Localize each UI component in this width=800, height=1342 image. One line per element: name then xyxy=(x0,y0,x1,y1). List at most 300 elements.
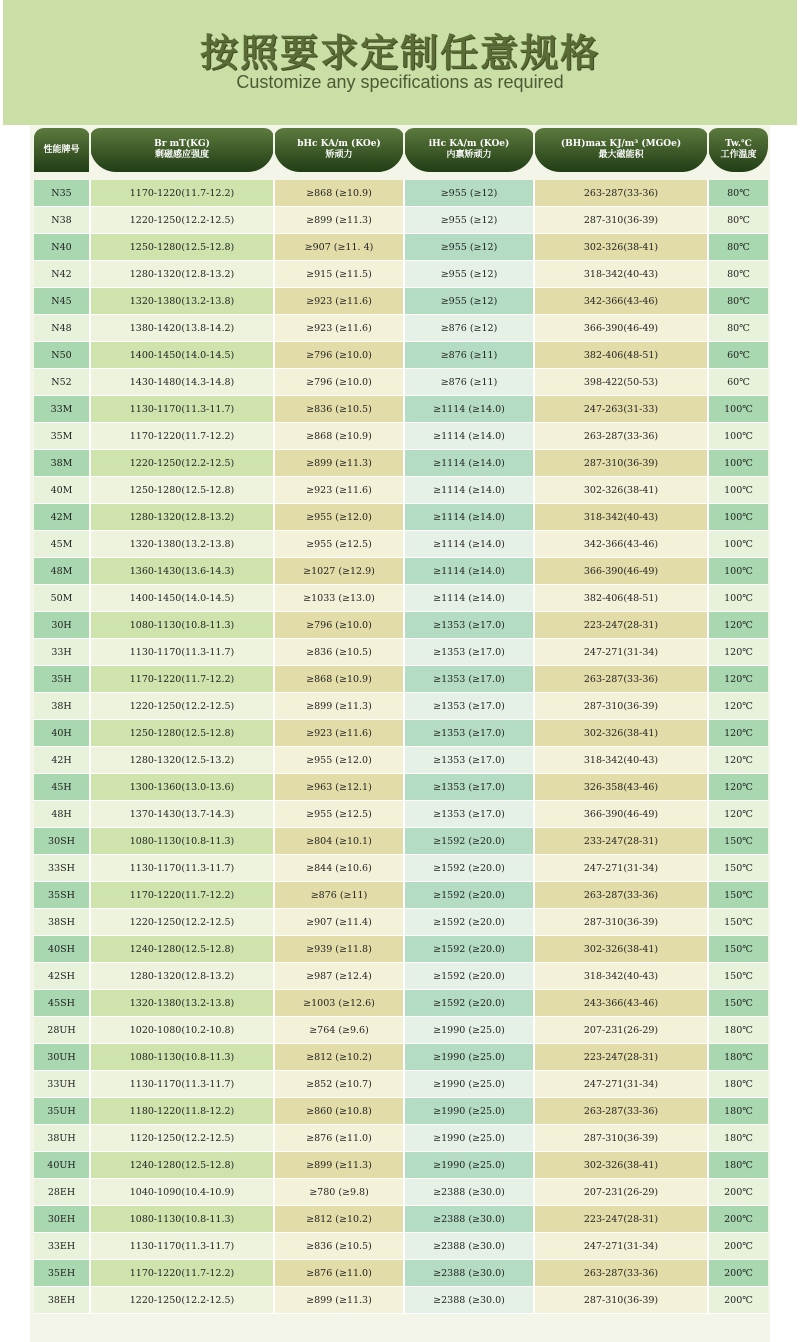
cell-working-temperature: 180℃ xyxy=(708,1071,768,1098)
cell-max-energy-product: 247-271(31-34) xyxy=(534,639,708,666)
cell-intrinsic-coercivity: ≥1353 (≥17.0) xyxy=(404,747,534,774)
cell-intrinsic-coercivity: ≥955 (≥12) xyxy=(404,261,534,288)
cell-coercivity: ≥1027 (≥12.9) xyxy=(274,558,404,585)
cell-max-energy-product: 318-342(40-43) xyxy=(534,261,708,288)
cell-intrinsic-coercivity: ≥1114 (≥14.0) xyxy=(404,477,534,504)
cell-working-temperature: 100℃ xyxy=(708,396,768,423)
cell-intrinsic-coercivity: ≥1353 (≥17.0) xyxy=(404,801,534,828)
cell-remanence: 1280-1320(12.5-13.2) xyxy=(90,747,274,774)
cell-intrinsic-coercivity: ≥1353 (≥17.0) xyxy=(404,693,534,720)
cell-intrinsic-coercivity: ≥955 (≥12) xyxy=(404,180,534,207)
cell-remanence: 1180-1220(11.8-12.2) xyxy=(90,1098,274,1125)
table-row xyxy=(34,720,768,747)
header-intrinsic-coercivity: iHc KA/m (KOe) 内禀矫顽力 xyxy=(404,128,534,172)
cell-grade: 42M xyxy=(34,504,90,531)
cell-coercivity: ≥876 (≥11.0) xyxy=(274,1260,404,1287)
cell-working-temperature: 100℃ xyxy=(708,477,768,504)
cell-coercivity: ≥796 (≥10.0) xyxy=(274,369,404,396)
cell-remanence: 1080-1130(10.8-11.3) xyxy=(90,828,274,855)
cell-intrinsic-coercivity: ≥2388 (≥30.0) xyxy=(404,1179,534,1206)
cell-remanence: 1320-1380(13.2-13.8) xyxy=(90,288,274,315)
cell-grade: 38H xyxy=(34,693,90,720)
table-row xyxy=(34,369,768,396)
cell-max-energy-product: 318-342(40-43) xyxy=(534,963,708,990)
cell-coercivity: ≥923 (≥11.6) xyxy=(274,477,404,504)
cell-max-energy-product: 287-310(36-39) xyxy=(534,207,708,234)
cell-max-energy-product: 382-406(48-51) xyxy=(534,342,708,369)
cell-remanence: 1370-1430(13.7-14.3) xyxy=(90,801,274,828)
cell-grade: 50M xyxy=(34,585,90,612)
cell-working-temperature: 120℃ xyxy=(708,720,768,747)
table-row xyxy=(34,639,768,666)
cell-coercivity: ≥923 (≥11.6) xyxy=(274,288,404,315)
cell-grade: 35M xyxy=(34,423,90,450)
cell-max-energy-product: 263-287(33-36) xyxy=(534,1260,708,1287)
cell-grade: 42SH xyxy=(34,963,90,990)
cell-intrinsic-coercivity: ≥2388 (≥30.0) xyxy=(404,1233,534,1260)
cell-intrinsic-coercivity: ≥1114 (≥14.0) xyxy=(404,504,534,531)
cell-working-temperature: 200℃ xyxy=(708,1206,768,1233)
cell-remanence: 1170-1220(11.7-12.2) xyxy=(90,423,274,450)
cell-remanence: 1380-1420(13.8-14.2) xyxy=(90,315,274,342)
cell-coercivity: ≥899 (≥11.3) xyxy=(274,1287,404,1314)
cell-intrinsic-coercivity: ≥1990 (≥25.0) xyxy=(404,1017,534,1044)
cell-remanence: 1280-1320(12.8-13.2) xyxy=(90,261,274,288)
cell-grade: 28UH xyxy=(34,1017,90,1044)
cell-working-temperature: 100℃ xyxy=(708,504,768,531)
cell-working-temperature: 80℃ xyxy=(708,315,768,342)
cell-max-energy-product: 287-310(36-39) xyxy=(534,909,708,936)
cell-intrinsic-coercivity: ≥1114 (≥14.0) xyxy=(404,558,534,585)
cell-remanence: 1250-1280(12.5-12.8) xyxy=(90,477,274,504)
cell-working-temperature: 120℃ xyxy=(708,693,768,720)
cell-intrinsic-coercivity: ≥1114 (≥14.0) xyxy=(404,531,534,558)
table-row xyxy=(34,1017,768,1044)
cell-intrinsic-coercivity: ≥1592 (≥20.0) xyxy=(404,909,534,936)
cell-working-temperature: 180℃ xyxy=(708,1125,768,1152)
cell-grade: 35H xyxy=(34,666,90,693)
cell-intrinsic-coercivity: ≥1592 (≥20.0) xyxy=(404,963,534,990)
cell-intrinsic-coercivity: ≥1353 (≥17.0) xyxy=(404,720,534,747)
cell-working-temperature: 80℃ xyxy=(708,207,768,234)
header-coercivity: bHc KA/m (KOe) 矫顽力 xyxy=(274,128,404,172)
cell-working-temperature: 180℃ xyxy=(708,1152,768,1179)
cell-remanence: 1220-1250(12.2-12.5) xyxy=(90,207,274,234)
cell-remanence: 1170-1220(11.7-12.2) xyxy=(90,180,274,207)
cell-remanence: 1040-1090(10.4-10.9) xyxy=(90,1179,274,1206)
cell-working-temperature: 120℃ xyxy=(708,747,768,774)
cell-remanence: 1130-1170(11.3-11.7) xyxy=(90,639,274,666)
table-header xyxy=(34,128,768,172)
cell-remanence: 1080-1130(10.8-11.3) xyxy=(90,612,274,639)
cell-coercivity: ≥963 (≥12.1) xyxy=(274,774,404,801)
cell-intrinsic-coercivity: ≥1990 (≥25.0) xyxy=(404,1044,534,1071)
cell-coercivity: ≥955 (≥12.0) xyxy=(274,747,404,774)
table-row xyxy=(34,882,768,909)
cell-remanence: 1080-1130(10.8-11.3) xyxy=(90,1206,274,1233)
cell-working-temperature: 80℃ xyxy=(708,261,768,288)
cell-remanence: 1400-1450(14.0-14.5) xyxy=(90,342,274,369)
cell-grade: 45SH xyxy=(34,990,90,1017)
table-row xyxy=(34,1125,768,1152)
cell-grade: 33EH xyxy=(34,1233,90,1260)
cell-coercivity: ≥955 (≥12.5) xyxy=(274,801,404,828)
cell-working-temperature: 200℃ xyxy=(708,1287,768,1314)
cell-coercivity: ≥899 (≥11.3) xyxy=(274,450,404,477)
table-row xyxy=(34,315,768,342)
cell-max-energy-product: 318-342(40-43) xyxy=(534,747,708,774)
cell-max-energy-product: 263-287(33-36) xyxy=(534,423,708,450)
cell-grade: 28EH xyxy=(34,1179,90,1206)
table-row xyxy=(34,666,768,693)
cell-coercivity: ≥812 (≥10.2) xyxy=(274,1044,404,1071)
cell-max-energy-product: 326-358(43-46) xyxy=(534,774,708,801)
cell-intrinsic-coercivity: ≥2388 (≥30.0) xyxy=(404,1260,534,1287)
cell-coercivity: ≥899 (≥11.3) xyxy=(274,1152,404,1179)
header-banner xyxy=(3,0,797,125)
cell-coercivity: ≥868 (≥10.9) xyxy=(274,180,404,207)
cell-grade: 33UH xyxy=(34,1071,90,1098)
cell-working-temperature: 100℃ xyxy=(708,423,768,450)
cell-max-energy-product: 247-271(31-34) xyxy=(534,1233,708,1260)
cell-grade: 45H xyxy=(34,774,90,801)
cell-remanence: 1400-1450(14.0-14.5) xyxy=(90,585,274,612)
table-row xyxy=(34,180,768,207)
cell-working-temperature: 100℃ xyxy=(708,558,768,585)
cell-grade: 48M xyxy=(34,558,90,585)
table-row xyxy=(34,801,768,828)
cell-intrinsic-coercivity: ≥1990 (≥25.0) xyxy=(404,1071,534,1098)
cell-coercivity: ≥868 (≥10.9) xyxy=(274,423,404,450)
cell-grade: N48 xyxy=(34,315,90,342)
cell-coercivity: ≥955 (≥12.5) xyxy=(274,531,404,558)
cell-coercivity: ≥923 (≥11.6) xyxy=(274,720,404,747)
cell-remanence: 1080-1130(10.8-11.3) xyxy=(90,1044,274,1071)
cell-remanence: 1170-1220(11.7-12.2) xyxy=(90,1260,274,1287)
cell-remanence: 1360-1430(13.6-14.3) xyxy=(90,558,274,585)
cell-grade: 40SH xyxy=(34,936,90,963)
cell-intrinsic-coercivity: ≥955 (≥12) xyxy=(404,207,534,234)
table-row xyxy=(34,207,768,234)
cell-max-energy-product: 366-390(46-49) xyxy=(534,801,708,828)
cell-max-energy-product: 302-326(38-41) xyxy=(534,1152,708,1179)
cell-intrinsic-coercivity: ≥876 (≥12) xyxy=(404,315,534,342)
cell-intrinsic-coercivity: ≥1592 (≥20.0) xyxy=(404,828,534,855)
page-title: 按照要求定制任意规格 xyxy=(199,31,600,75)
cell-grade: 40UH xyxy=(34,1152,90,1179)
table-row xyxy=(34,477,768,504)
cell-intrinsic-coercivity: ≥1353 (≥17.0) xyxy=(404,666,534,693)
cell-grade: 33H xyxy=(34,639,90,666)
table-row xyxy=(34,288,768,315)
cell-remanence: 1320-1380(13.2-13.8) xyxy=(90,531,274,558)
page-subtitle: Customize any specifications as required xyxy=(236,72,564,92)
cell-remanence: 1170-1220(11.7-12.2) xyxy=(90,882,274,909)
cell-grade: N35 xyxy=(34,180,90,207)
cell-intrinsic-coercivity: ≥1592 (≥20.0) xyxy=(404,990,534,1017)
cell-remanence: 1280-1320(12.8-13.2) xyxy=(90,963,274,990)
table-row xyxy=(34,963,768,990)
cell-max-energy-product: 247-271(31-34) xyxy=(534,1071,708,1098)
cell-working-temperature: 120℃ xyxy=(708,639,768,666)
cell-max-energy-product: 366-390(46-49) xyxy=(534,558,708,585)
table-row xyxy=(34,909,768,936)
cell-grade: N45 xyxy=(34,288,90,315)
cell-coercivity: ≥852 (≥10.7) xyxy=(274,1071,404,1098)
cell-remanence: 1130-1170(11.3-11.7) xyxy=(90,1071,274,1098)
cell-coercivity: ≥899 (≥11.3) xyxy=(274,693,404,720)
cell-working-temperature: 150℃ xyxy=(708,990,768,1017)
cell-working-temperature: 60℃ xyxy=(708,369,768,396)
cell-max-energy-product: 366-390(46-49) xyxy=(534,315,708,342)
cell-working-temperature: 180℃ xyxy=(708,1017,768,1044)
cell-max-energy-product: 207-231(26-29) xyxy=(534,1179,708,1206)
cell-working-temperature: 80℃ xyxy=(708,288,768,315)
table-row xyxy=(34,1044,768,1071)
table-row xyxy=(34,450,768,477)
table-row xyxy=(34,234,768,261)
cell-grade: 48H xyxy=(34,801,90,828)
cell-coercivity: ≥796 (≥10.0) xyxy=(274,612,404,639)
cell-max-energy-product: 302-326(38-41) xyxy=(534,936,708,963)
table-row xyxy=(34,747,768,774)
header-remanence: Br mT(KG) 剩磁感应强度 xyxy=(90,128,274,172)
cell-intrinsic-coercivity: ≥876 (≥11) xyxy=(404,369,534,396)
cell-coercivity: ≥899 (≥11.3) xyxy=(274,207,404,234)
cell-working-temperature: 100℃ xyxy=(708,450,768,477)
cell-intrinsic-coercivity: ≥1990 (≥25.0) xyxy=(404,1152,534,1179)
table-row xyxy=(34,855,768,882)
table-row xyxy=(34,828,768,855)
table-row xyxy=(34,1233,768,1260)
table-row xyxy=(34,1206,768,1233)
cell-max-energy-product: 223-247(28-31) xyxy=(534,612,708,639)
cell-remanence: 1220-1250(12.2-12.5) xyxy=(90,1287,274,1314)
cell-intrinsic-coercivity: ≥1990 (≥25.0) xyxy=(404,1098,534,1125)
cell-working-temperature: 150℃ xyxy=(708,855,768,882)
table-row xyxy=(34,774,768,801)
cell-intrinsic-coercivity: ≥1114 (≥14.0) xyxy=(404,423,534,450)
table-row xyxy=(34,1260,768,1287)
cell-remanence: 1130-1170(11.3-11.7) xyxy=(90,855,274,882)
cell-max-energy-product: 263-287(33-36) xyxy=(534,666,708,693)
cell-coercivity: ≥860 (≥10.8) xyxy=(274,1098,404,1125)
cell-remanence: 1430-1480(14.3-14.8) xyxy=(90,369,274,396)
cell-working-temperature: 80℃ xyxy=(708,234,768,261)
cell-intrinsic-coercivity: ≥1592 (≥20.0) xyxy=(404,855,534,882)
cell-grade: 42H xyxy=(34,747,90,774)
cell-intrinsic-coercivity: ≥876 (≥11) xyxy=(404,342,534,369)
cell-remanence: 1220-1250(12.2-12.5) xyxy=(90,450,274,477)
cell-grade: 33SH xyxy=(34,855,90,882)
cell-max-energy-product: 223-247(28-31) xyxy=(534,1206,708,1233)
cell-working-temperature: 150℃ xyxy=(708,936,768,963)
cell-grade: 30H xyxy=(34,612,90,639)
cell-remanence: 1240-1280(12.5-12.8) xyxy=(90,1152,274,1179)
cell-working-temperature: 80℃ xyxy=(708,180,768,207)
cell-grade: N50 xyxy=(34,342,90,369)
cell-max-energy-product: 342-366(43-46) xyxy=(534,288,708,315)
cell-intrinsic-coercivity: ≥2388 (≥30.0) xyxy=(404,1287,534,1314)
table-row xyxy=(34,342,768,369)
cell-max-energy-product: 302-326(38-41) xyxy=(534,234,708,261)
cell-grade: 38SH xyxy=(34,909,90,936)
cell-working-temperature: 120℃ xyxy=(708,774,768,801)
cell-max-energy-product: 207-231(26-29) xyxy=(534,1017,708,1044)
cell-max-energy-product: 302-326(38-41) xyxy=(534,720,708,747)
cell-working-temperature: 150℃ xyxy=(708,882,768,909)
cell-intrinsic-coercivity: ≥1114 (≥14.0) xyxy=(404,396,534,423)
cell-max-energy-product: 243-366(43-46) xyxy=(534,990,708,1017)
cell-coercivity: ≥780 (≥9.8) xyxy=(274,1179,404,1206)
cell-intrinsic-coercivity: ≥1592 (≥20.0) xyxy=(404,882,534,909)
cell-remanence: 1130-1170(11.3-11.7) xyxy=(90,1233,274,1260)
cell-intrinsic-coercivity: ≥1114 (≥14.0) xyxy=(404,450,534,477)
cell-max-energy-product: 287-310(36-39) xyxy=(534,1287,708,1314)
cell-remanence: 1240-1280(12.5-12.8) xyxy=(90,936,274,963)
table-row xyxy=(34,1098,768,1125)
cell-intrinsic-coercivity: ≥1353 (≥17.0) xyxy=(404,612,534,639)
cell-grade: N40 xyxy=(34,234,90,261)
cell-grade: N52 xyxy=(34,369,90,396)
table-row xyxy=(34,396,768,423)
table-row xyxy=(34,1179,768,1206)
table-row xyxy=(34,531,768,558)
table-row xyxy=(34,1071,768,1098)
cell-coercivity: ≥876 (≥11) xyxy=(274,882,404,909)
cell-max-energy-product: 302-326(38-41) xyxy=(534,477,708,504)
table-row xyxy=(34,261,768,288)
cell-max-energy-product: 263-287(33-36) xyxy=(534,180,708,207)
cell-intrinsic-coercivity: ≥1592 (≥20.0) xyxy=(404,936,534,963)
cell-coercivity: ≥804 (≥10.1) xyxy=(274,828,404,855)
cell-intrinsic-coercivity: ≥955 (≥12) xyxy=(404,234,534,261)
cell-max-energy-product: 287-310(36-39) xyxy=(534,693,708,720)
cell-remanence: 1280-1320(12.8-13.2) xyxy=(90,504,274,531)
table-row xyxy=(34,585,768,612)
cell-grade: 30EH xyxy=(34,1206,90,1233)
table-row xyxy=(34,1287,768,1314)
cell-coercivity: ≥987 (≥12.4) xyxy=(274,963,404,990)
cell-working-temperature: 200℃ xyxy=(708,1260,768,1287)
cell-grade: 40H xyxy=(34,720,90,747)
table-row xyxy=(34,693,768,720)
cell-grade: N42 xyxy=(34,261,90,288)
cell-grade: 30SH xyxy=(34,828,90,855)
cell-max-energy-product: 382-406(48-51) xyxy=(534,585,708,612)
cell-max-energy-product: 223-247(28-31) xyxy=(534,1044,708,1071)
table-body xyxy=(34,180,768,1314)
cell-max-energy-product: 342-366(43-46) xyxy=(534,531,708,558)
header-working-temperature: Tw.℃ 工作温度 xyxy=(708,128,768,172)
cell-remanence: 1300-1360(13.0-13.6) xyxy=(90,774,274,801)
cell-max-energy-product: 287-310(36-39) xyxy=(534,1125,708,1152)
cell-coercivity: ≥844 (≥10.6) xyxy=(274,855,404,882)
cell-coercivity: ≥915 (≥11.5) xyxy=(274,261,404,288)
cell-max-energy-product: 233-247(28-31) xyxy=(534,828,708,855)
cell-coercivity: ≥939 (≥11.8) xyxy=(274,936,404,963)
cell-coercivity: ≥836 (≥10.5) xyxy=(274,396,404,423)
cell-remanence: 1120-1250(12.2-12.5) xyxy=(90,1125,274,1152)
cell-max-energy-product: 318-342(40-43) xyxy=(534,504,708,531)
cell-coercivity: ≥907 (≥11. 4) xyxy=(274,234,404,261)
cell-max-energy-product: 247-271(31-34) xyxy=(534,855,708,882)
cell-coercivity: ≥868 (≥10.9) xyxy=(274,666,404,693)
cell-grade: 40M xyxy=(34,477,90,504)
specification-table xyxy=(34,128,768,1314)
cell-max-energy-product: 398-422(50-53) xyxy=(534,369,708,396)
cell-remanence: 1130-1170(11.3-11.7) xyxy=(90,396,274,423)
table-row xyxy=(34,558,768,585)
cell-working-temperature: 150℃ xyxy=(708,909,768,936)
cell-working-temperature: 200℃ xyxy=(708,1179,768,1206)
cell-max-energy-product: 263-287(33-36) xyxy=(534,1098,708,1125)
cell-coercivity: ≥955 (≥12.0) xyxy=(274,504,404,531)
cell-working-temperature: 120℃ xyxy=(708,612,768,639)
cell-coercivity: ≥907 (≥11.4) xyxy=(274,909,404,936)
cell-working-temperature: 150℃ xyxy=(708,963,768,990)
cell-grade: 45M xyxy=(34,531,90,558)
cell-remanence: 1170-1220(11.7-12.2) xyxy=(90,666,274,693)
cell-grade: 35UH xyxy=(34,1098,90,1125)
cell-remanence: 1220-1250(12.2-12.5) xyxy=(90,909,274,936)
cell-grade: 38UH xyxy=(34,1125,90,1152)
cell-grade: 33M xyxy=(34,396,90,423)
cell-remanence: 1320-1380(13.2-13.8) xyxy=(90,990,274,1017)
cell-remanence: 1020-1080(10.2-10.8) xyxy=(90,1017,274,1044)
cell-grade: 35SH xyxy=(34,882,90,909)
cell-remanence: 1250-1280(12.5-12.8) xyxy=(90,234,274,261)
cell-intrinsic-coercivity: ≥955 (≥12) xyxy=(404,288,534,315)
cell-coercivity: ≥1033 (≥13.0) xyxy=(274,585,404,612)
cell-remanence: 1250-1280(12.5-12.8) xyxy=(90,720,274,747)
cell-max-energy-product: 263-287(33-36) xyxy=(534,882,708,909)
cell-intrinsic-coercivity: ≥1990 (≥25.0) xyxy=(404,1125,534,1152)
table-row xyxy=(34,990,768,1017)
cell-working-temperature: 180℃ xyxy=(708,1044,768,1071)
table-row xyxy=(34,612,768,639)
cell-coercivity: ≥1003 (≥12.6) xyxy=(274,990,404,1017)
table-row xyxy=(34,504,768,531)
cell-coercivity: ≥923 (≥11.6) xyxy=(274,315,404,342)
cell-working-temperature: 120℃ xyxy=(708,666,768,693)
cell-grade: 38EH xyxy=(34,1287,90,1314)
cell-grade: 30UH xyxy=(34,1044,90,1071)
cell-intrinsic-coercivity: ≥1353 (≥17.0) xyxy=(404,639,534,666)
cell-working-temperature: 200℃ xyxy=(708,1233,768,1260)
cell-max-energy-product: 287-310(36-39) xyxy=(534,450,708,477)
cell-coercivity: ≥836 (≥10.5) xyxy=(274,1233,404,1260)
cell-grade: 35EH xyxy=(34,1260,90,1287)
cell-working-temperature: 100℃ xyxy=(708,585,768,612)
header-grade: 性能牌号 xyxy=(34,128,90,172)
cell-working-temperature: 60℃ xyxy=(708,342,768,369)
cell-intrinsic-coercivity: ≥1353 (≥17.0) xyxy=(404,774,534,801)
cell-coercivity: ≥812 (≥10.2) xyxy=(274,1206,404,1233)
cell-intrinsic-coercivity: ≥1114 (≥14.0) xyxy=(404,585,534,612)
table-row xyxy=(34,423,768,450)
cell-grade: 38M xyxy=(34,450,90,477)
cell-working-temperature: 120℃ xyxy=(708,801,768,828)
cell-working-temperature: 100℃ xyxy=(708,531,768,558)
cell-intrinsic-coercivity: ≥2388 (≥30.0) xyxy=(404,1206,534,1233)
cell-working-temperature: 180℃ xyxy=(708,1098,768,1125)
table-row xyxy=(34,1152,768,1179)
table-row xyxy=(34,936,768,963)
cell-coercivity: ≥836 (≥10.5) xyxy=(274,639,404,666)
cell-coercivity: ≥796 (≥10.0) xyxy=(274,342,404,369)
cell-grade: N38 xyxy=(34,207,90,234)
